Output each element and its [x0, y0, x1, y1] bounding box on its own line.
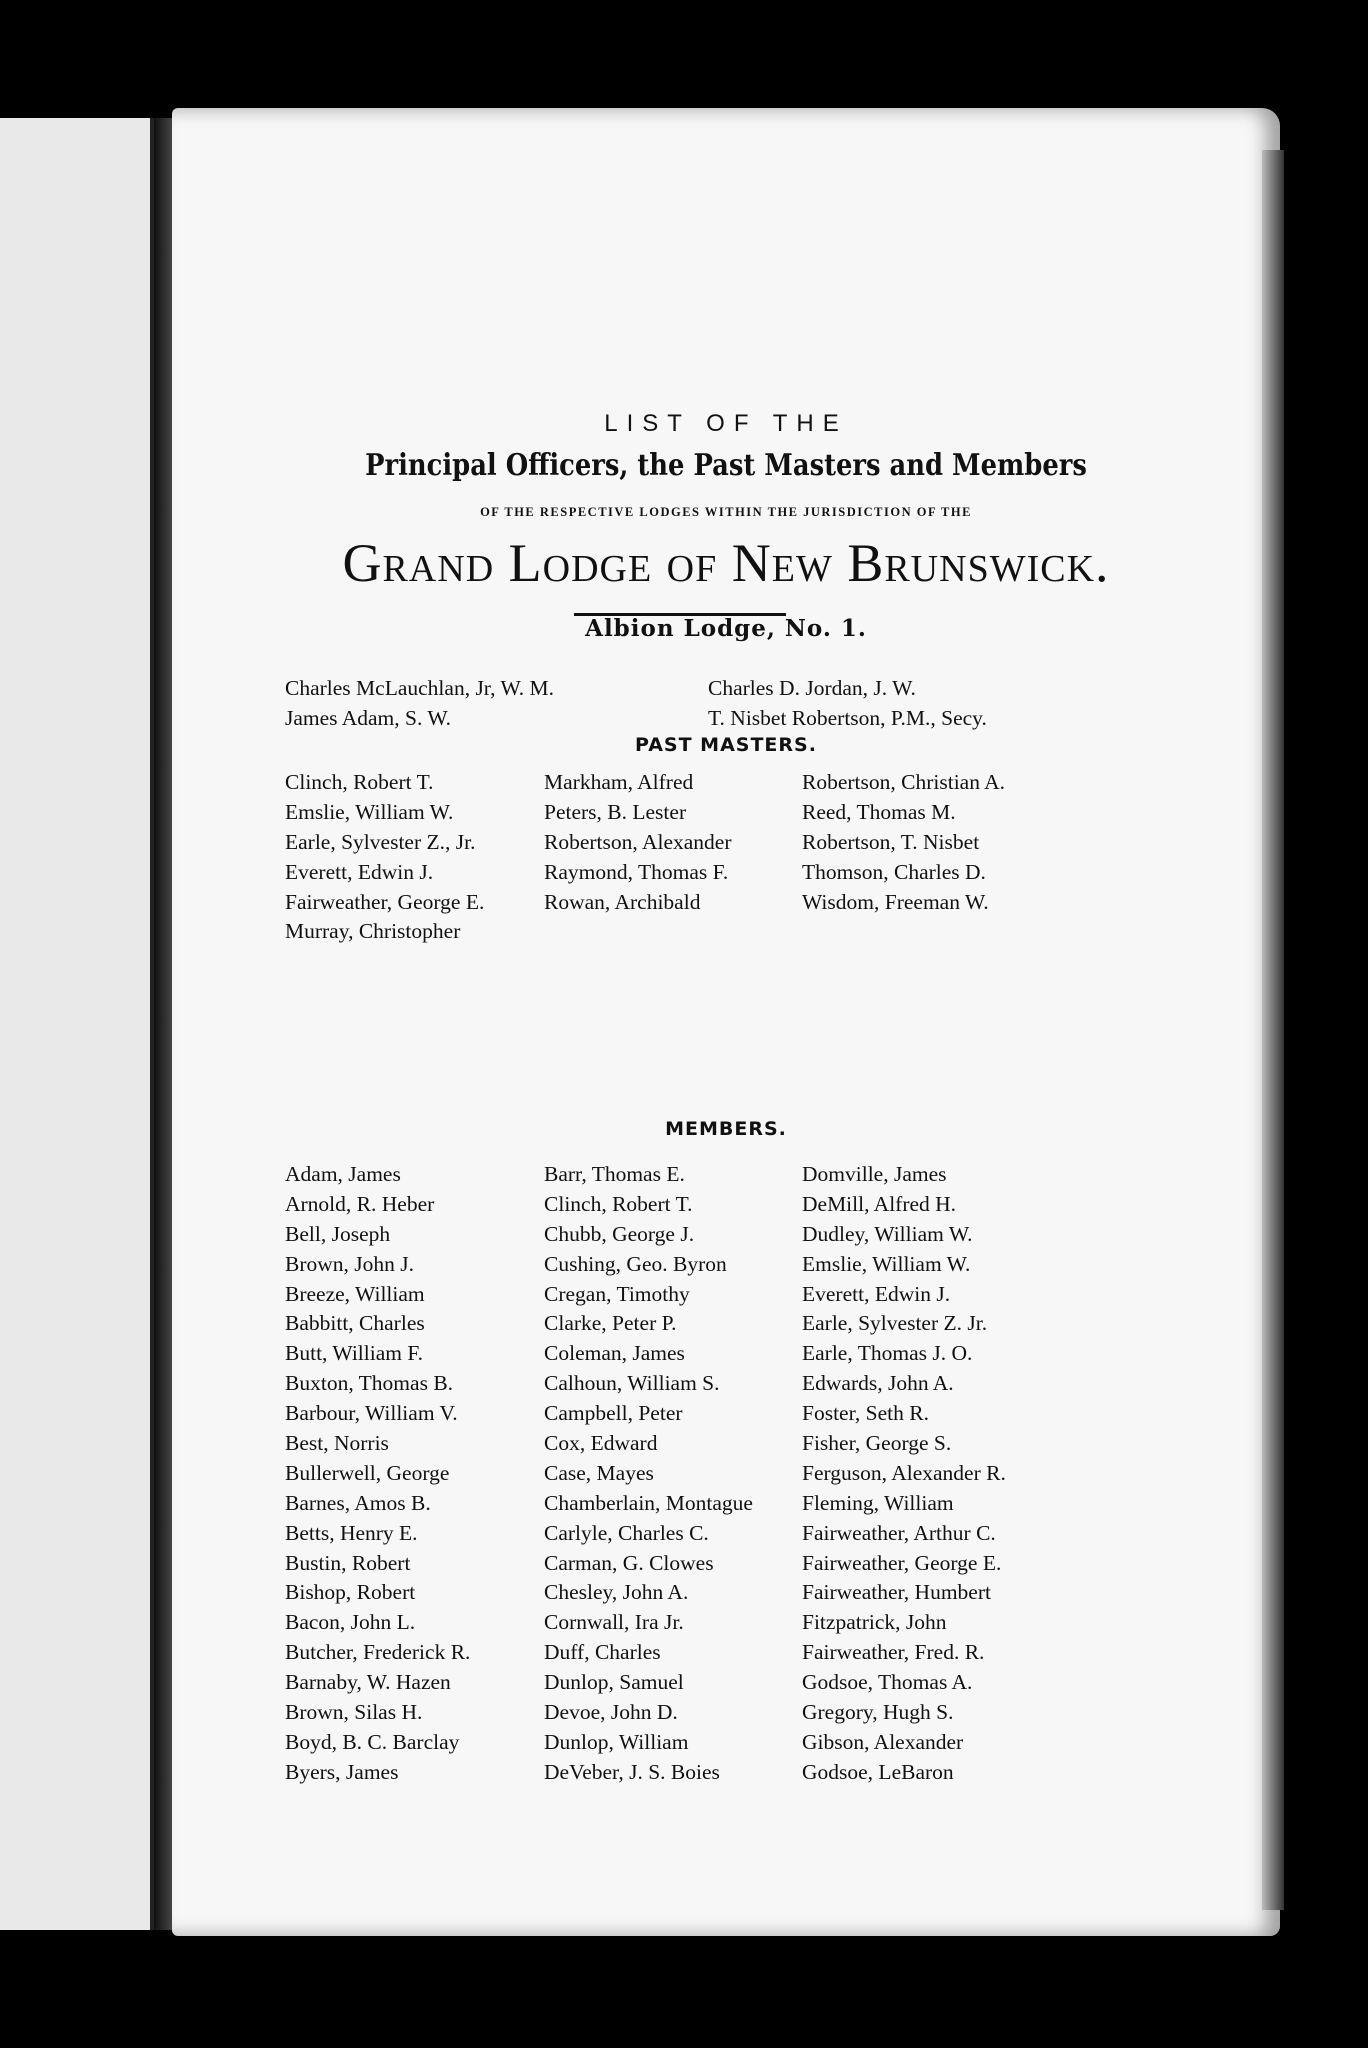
name-entry: Cushing, Geo. Byron [544, 1251, 727, 1276]
name-entry: Clarke, Peter P. [544, 1311, 677, 1336]
document-page [172, 108, 1280, 1936]
name-entry: Wisdom, Freeman W. [802, 889, 989, 914]
name-entry: Dunlop, Samuel [544, 1670, 684, 1695]
members-col1 [285, 1160, 470, 1788]
name-entry: Butcher, Frederick R. [285, 1640, 471, 1665]
name-entry: Adam, James [285, 1162, 401, 1186]
name-entry: Barnes, Amos B. [285, 1490, 431, 1515]
officer-entry: Charles McLauchlan, Jr, W. M. [285, 676, 555, 700]
name-entry: Chubb, George J. [544, 1221, 695, 1246]
page-edge-shadow [1262, 150, 1284, 1910]
name-entry: Coleman, James [544, 1341, 685, 1366]
officer-entry: T. Nisbet Robertson, P.M., Secy. [708, 706, 987, 730]
name-entry: Robertson, Christian A. [802, 770, 1006, 794]
name-entry: Rowan, Archibald [544, 889, 701, 914]
name-entry: Murray, Christopher [285, 919, 461, 944]
name-entry: Fairweather, Arthur C. [802, 1520, 996, 1545]
name-entry: Godsoe, LeBaron [802, 1759, 954, 1784]
name-entry: Emslie, William W. [802, 1251, 971, 1276]
name-entry: Cox, Edward [544, 1431, 658, 1456]
name-entry: Fairweather, George E. [802, 1550, 1002, 1575]
name-entry: Fleming, William [802, 1490, 954, 1515]
name-entry: Byers, James [285, 1759, 399, 1784]
name-entry: Everett, Edwin J. [802, 1281, 951, 1306]
name-entry: Breeze, William [285, 1281, 425, 1306]
name-entry: Emslie, William W. [285, 799, 454, 824]
name-entry: Calhoun, William S. [544, 1371, 720, 1396]
name-entry: Peters, B. Lester [544, 799, 687, 824]
past-masters-col2 [544, 768, 732, 917]
name-entry: Robertson, T. Nisbet [802, 829, 980, 854]
name-entry: Bell, Joseph [285, 1221, 391, 1246]
name-entry: Earle, Thomas J. O. [802, 1341, 973, 1366]
name-entry: Fitzpatrick, John [802, 1610, 947, 1635]
name-entry: Duff, Charles [544, 1640, 661, 1665]
officer-entry: James Adam, S. W. [285, 706, 452, 730]
name-entry: Gibson, Alexander [802, 1729, 964, 1754]
name-entry: Fairweather, Fred. R. [802, 1640, 985, 1665]
past-masters-col1 [285, 768, 484, 947]
name-entry: Carlyle, Charles C. [544, 1520, 709, 1545]
name-entry: Bishop, Robert [285, 1580, 416, 1605]
grand-lodge-title: Grand Lodge of New Brunswick. [342, 533, 1110, 593]
name-entry: Chamberlain, Montague [544, 1490, 753, 1515]
name-entry: Fairweather, Humbert [802, 1580, 991, 1605]
name-entry: Campbell, Peter [544, 1401, 683, 1426]
name-entry: Bacon, John L. [285, 1610, 416, 1635]
name-entry: Foster, Seth R. [802, 1401, 929, 1426]
past-masters-heading: PAST MASTERS. [635, 734, 817, 756]
name-entry: Dunlop, William [544, 1729, 689, 1754]
name-entry: Earle, Sylvester Z., Jr. [285, 829, 476, 854]
name-entry: Babbitt, Charles [285, 1311, 425, 1336]
name-entry: DeVeber, J. S. Boies [544, 1759, 720, 1784]
name-entry: Earle, Sylvester Z. Jr. [802, 1311, 988, 1336]
name-entry: Dudley, William W. [802, 1221, 973, 1246]
lodge-title: Albion Lodge, No. 1. [585, 615, 867, 642]
members-col3 [802, 1160, 1006, 1788]
name-entry: Thomson, Charles D. [802, 859, 986, 884]
name-entry: Bustin, Robert [285, 1550, 411, 1575]
name-entry: Clinch, Robert T. [544, 1191, 693, 1216]
name-entry: Gregory, Hugh S. [802, 1700, 954, 1725]
name-entry: Robertson, Alexander [544, 829, 732, 854]
name-entry: Reed, Thomas M. [802, 799, 956, 824]
name-entry: Bullerwell, George [285, 1460, 450, 1485]
name-entry: Best, Norris [285, 1431, 389, 1456]
name-entry: Fisher, George S. [802, 1431, 952, 1456]
name-entry: DeMill, Alfred H. [802, 1191, 957, 1216]
officer-entry: Charles D. Jordan, J. W. [708, 676, 916, 700]
name-entry: Case, Mayes [544, 1460, 654, 1485]
name-entry: Clinch, Robert T. [285, 770, 434, 794]
name-entry: Markham, Alfred [544, 770, 694, 794]
name-entry: Cornwall, Ira Jr. [544, 1610, 684, 1635]
name-entry: Domville, James [802, 1162, 947, 1186]
past-masters-col3 [802, 768, 1005, 917]
name-entry: Fairweather, George E. [285, 889, 485, 914]
name-entry: Ferguson, Alexander R. [802, 1460, 1006, 1485]
facing-page [0, 118, 154, 1930]
name-entry: Barr, Thomas E. [544, 1162, 685, 1186]
name-entry: Barbour, William V. [285, 1401, 458, 1426]
members-heading: MEMBERS. [665, 1118, 787, 1140]
name-entry: Carman, G. Clowes [544, 1550, 714, 1575]
name-entry: Cregan, Timothy [544, 1281, 690, 1306]
officers-right [708, 673, 987, 733]
name-entry: Brown, Silas H. [285, 1700, 423, 1725]
name-entry: Godsoe, Thomas A. [802, 1670, 973, 1695]
name-entry: Devoe, John D. [544, 1700, 678, 1725]
name-entry: Chesley, John A. [544, 1580, 689, 1605]
list-of-heading: LIST OF THE [604, 410, 848, 437]
name-entry: Boyd, B. C. Barclay [285, 1729, 460, 1754]
members-col2 [544, 1160, 753, 1788]
name-entry: Edwards, John A. [802, 1371, 954, 1396]
name-entry: Barnaby, W. Hazen [285, 1670, 451, 1695]
principal-heading: Principal Officers, the Past Masters and Members [365, 448, 1087, 483]
name-entry: Arnold, R. Heber [285, 1191, 435, 1216]
name-entry: Betts, Henry E. [285, 1520, 418, 1545]
name-entry: Everett, Edwin J. [285, 859, 434, 884]
jurisdiction-subheading: OF THE RESPECTIVE LODGES WITHIN THE JURISDICTION OF THE [480, 505, 972, 519]
binding-gutter [154, 118, 172, 1930]
name-entry: Raymond, Thomas F. [544, 859, 729, 884]
name-entry: Buxton, Thomas B. [285, 1371, 454, 1396]
name-entry: Brown, John J. [285, 1251, 415, 1276]
officers-left [285, 673, 554, 733]
name-entry: Butt, William F. [285, 1341, 423, 1366]
